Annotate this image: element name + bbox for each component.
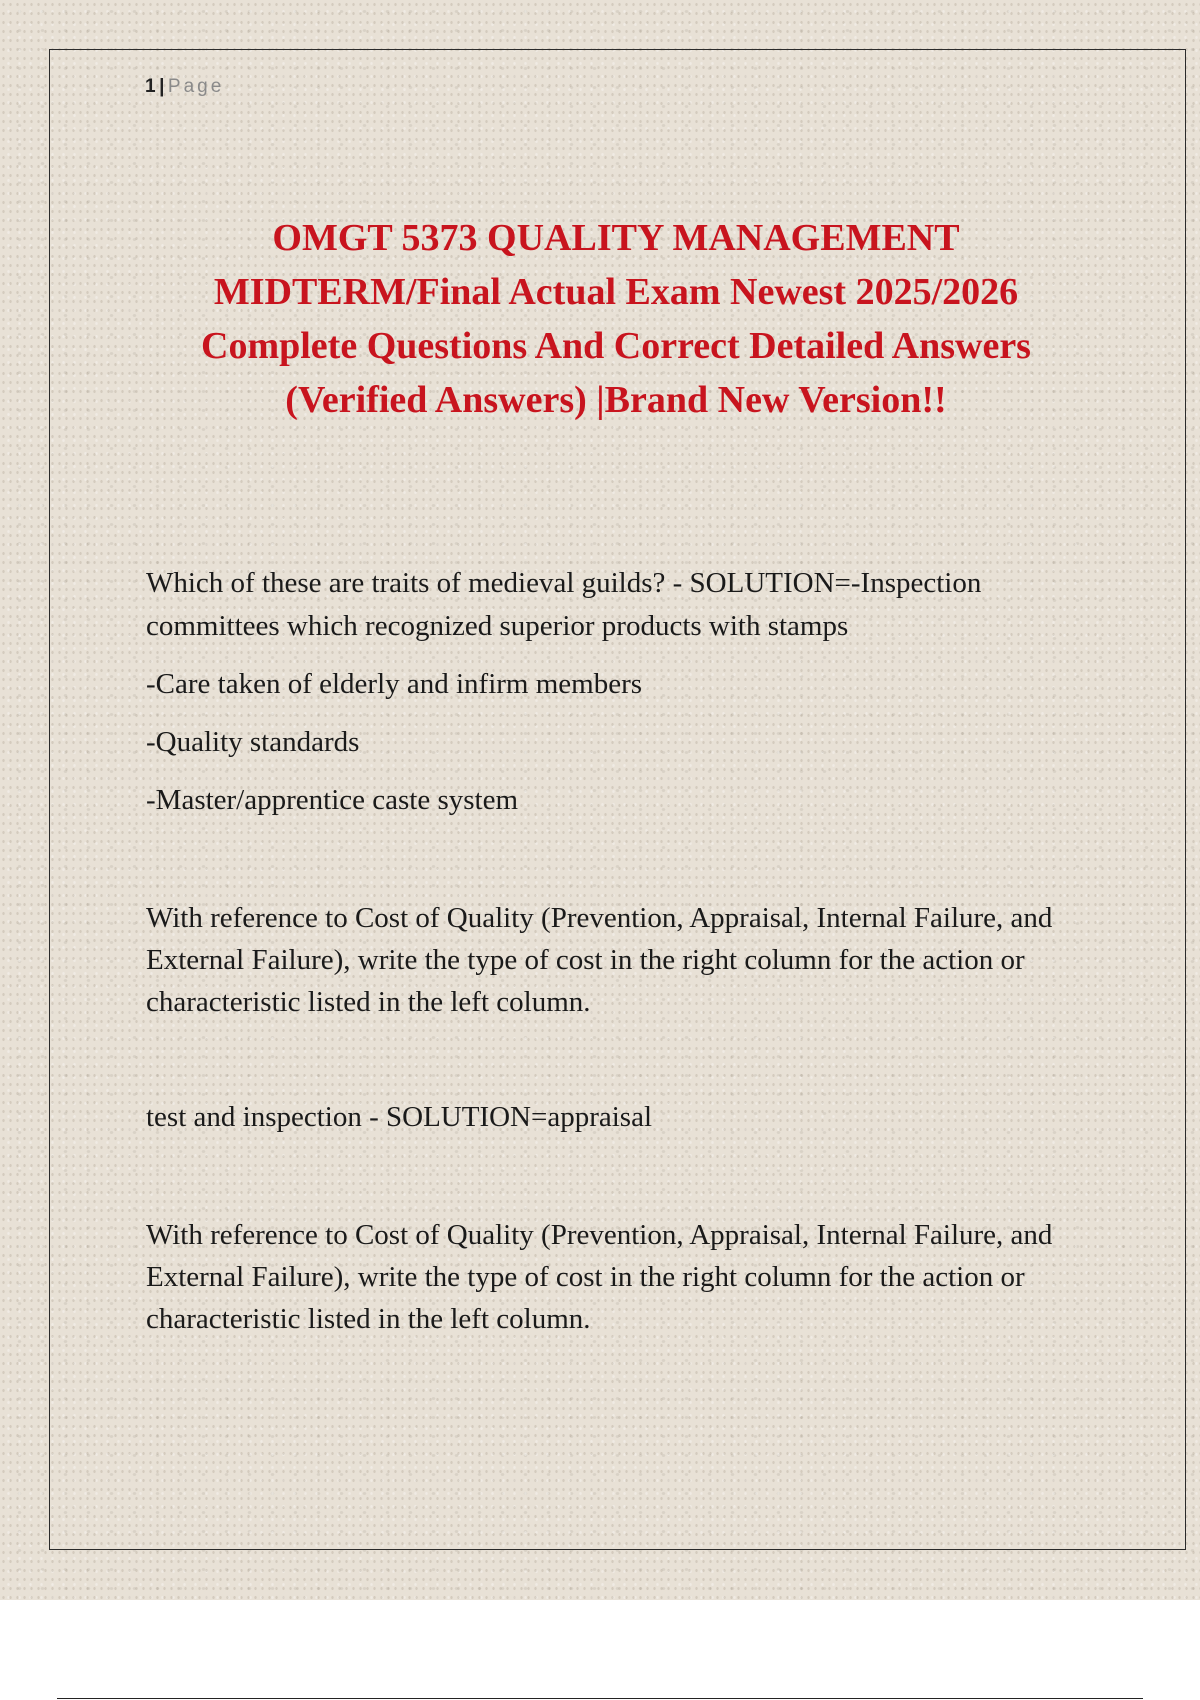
document-body	[146, 562, 1086, 1340]
title-line: Complete Questions And Correct Detailed Answers	[201, 325, 1031, 367]
question-paragraph: With reference to Cost of Quality (Prevention, Appraisal, Internal Failure, and External Failure), write the type of cost in the right column for the action or characteristic listed in the left column.	[146, 1219, 1053, 1335]
question-paragraph: With reference to Cost of Quality (Prevention, Appraisal, Internal Failure, and External Failure), write the type of cost in the right column for the action or characteristic listed in the left column.	[146, 902, 1053, 1018]
page-number: 1	[145, 76, 157, 97]
page-number-separator: |	[159, 76, 165, 97]
title-line: OMGT 5373 QUALITY MANAGEMENT	[272, 217, 960, 259]
title-line: (Verified Answers) |Brand New Version!!	[285, 379, 947, 421]
answer-option: -Quality standards	[146, 726, 360, 758]
answer-option: -Master/apprentice caste system	[146, 784, 519, 816]
page-number-header	[145, 76, 224, 98]
title-line: MIDTERM/Final Actual Exam Newest 2025/2026	[213, 271, 1019, 313]
footer-divider	[57, 1698, 1143, 1699]
question-answer-line: test and inspection - SOLUTION=appraisal	[146, 1101, 653, 1133]
question-paragraph: Which of these are traits of medieval guilds? - SOLUTION=-Inspection committees which recognized superior products with stamps	[146, 567, 982, 642]
document-title	[110, 211, 1122, 427]
answer-option: -Care taken of elderly and infirm members	[146, 668, 643, 700]
page-label: Page	[167, 76, 225, 97]
